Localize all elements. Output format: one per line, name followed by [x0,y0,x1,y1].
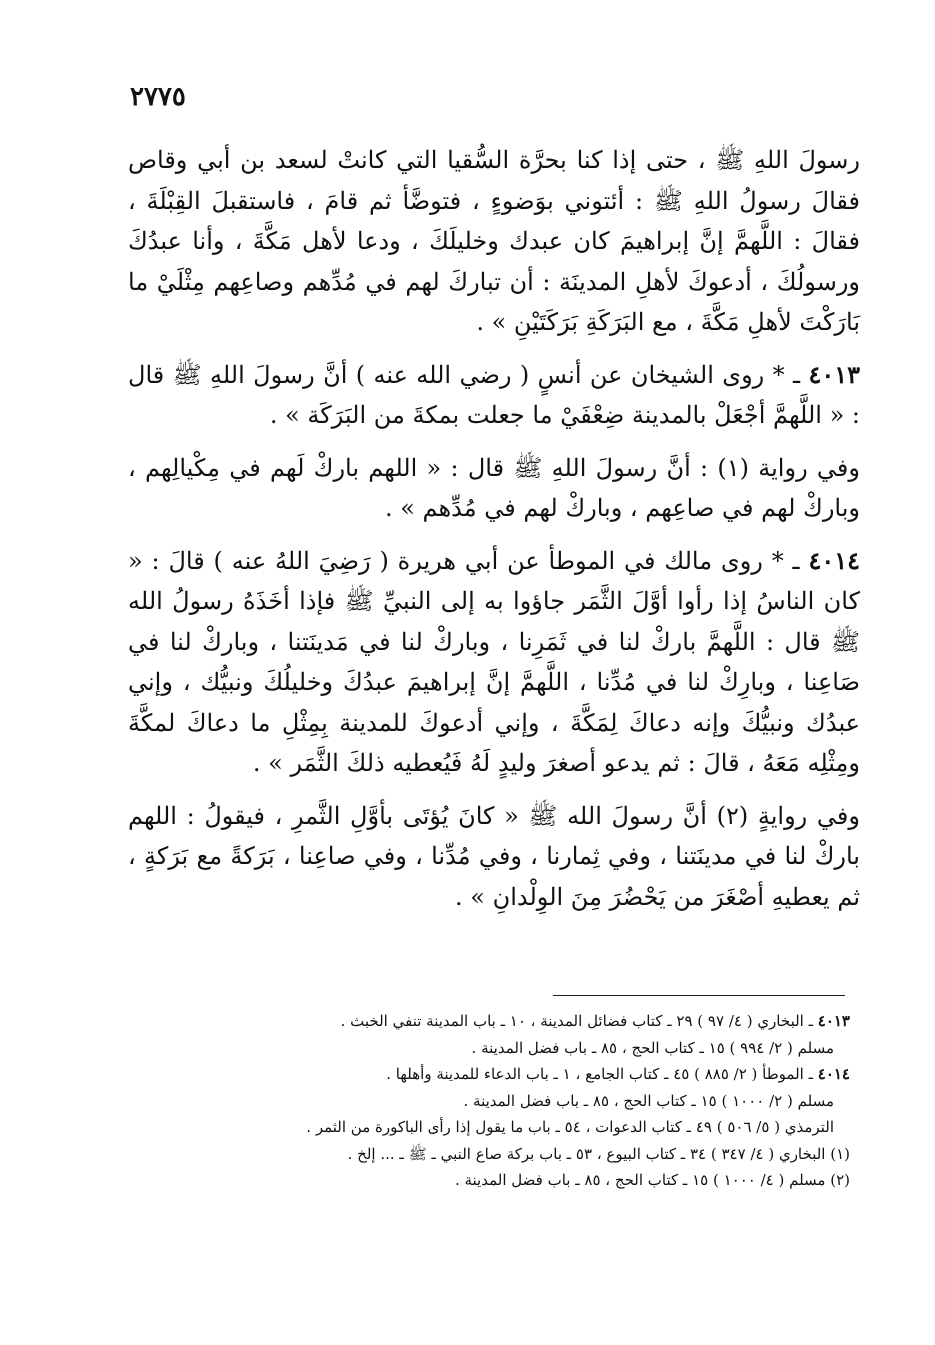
footnote-number: ٤٠١٤ [817,1065,850,1083]
footnote-line: (١) البخاري ( ٤/ ٣٤٧ ) ٣٤ ـ كتاب البيوع ، ٥٣ ـ باب بركة صاع النبي ـ ﷺ ـ ... إلخ . [347,1144,850,1163]
riwaya-2: وفي روايةٍ (٢) أنَّ رسولَ الله ﷺ « كانَ يُؤتَى بأوَّلِ الثَّمرِ ، فيقولُ : اللهم باركْ لنا في مدينَتنا ، وفي ثِمارنا ، وفي مُدِّنا ، وفي صاعِنا ، بَرَكةً مع بَرَكةٍ ، ثم يعطيهِ أصْغَرَ من يَحْضُرَ مِنَ الوِلْدانِ » . [128,801,860,911]
footnote-line: الترمذي ( ٥/ ٥٠٦ ) ٤٩ ـ كتاب الدعوات ، ٥٤ ـ باب ما يقول إذا رأى الباكورة من الثمر . [306,1118,834,1136]
hadith-4014 [128,541,860,784]
footnote-line: مسلم ( ٢/ ٩٩٤ ) ١٥ ـ كتاب الحج ، ٨٥ ـ باب فضل المدينة . [471,1038,834,1057]
footnote-line: مسلم ( ٢/ ١٠٠٠ ) ١٥ ـ كتاب الحج ، ٨٥ ـ باب فضل المدينة . [463,1091,834,1110]
footnotes [220,1008,850,1194]
page-number: ٢٧٧٥ [130,82,186,112]
hadith-text: ـ * روى مالك في الموطأ عن أبي هريرة ( رَضِيَ اللهُ عنه ) قالَ : « كان الناسُ إذا رأوا أوَّلَ الثَّمَر جاؤوا به إلى النبيِّ ﷺ فإذا أخَذَهُ رسولُ الله ﷺ قال : اللَّهمَّ باركْ لنا في ثَمَرِنا ، وباركْ لنا في مَدينَتنا ، وباركْ لنا في صَاعِنا ، وبارِكْ لنا في مُدِّنا ، اللَّهمَّ إنَّ إبراهيمَ عبدُكَ وخليلُكَ ونبيُّك ، وإني عبدُك ونبيُّكَ وإنه دعاكَ لِمَكَّةَ ، وإني أدعوكَ للمدينة بِمِثْلِ ما دعاكَ لمكَّةَ ومِثْلِه مَعَهُ ، قالَ : ثم يدعو أصغرَ وليدٍ لَهُ فَيُعطيه ذلكَ الثَّمَر » . [128,546,860,777]
hadith-number: ٤٠١٣ [808,359,860,389]
footnote-line: (٢) مسلم ( ٤/ ١٠٠٠ ) ١٥ ـ كتاب الحج ، ٨٥ ـ باب فضل المدينة . [454,1171,850,1189]
footnote-text: ـ الموطأ ( ٢/ ٨٨٥ ) ٤٥ ـ كتاب الجامع ، ١ ـ باب الدعاء للمدينة وأهلها . [386,1065,818,1083]
riwaya-1: وفي رواية (١) : أنَّ رسولَ اللهِ ﷺ قال : « اللهم باركْ لَهم في مِكْيالِهم ، وباركْ لهم في صاعِهم ، وباركْ لهم في مُدِّهم » . [128,453,860,522]
footnote-line [220,1008,850,1035]
footnote-divider [553,995,845,996]
hadith-number: ٤٠١٤ [808,545,860,575]
main-text [128,140,860,929]
footnote-number: ٤٠١٣ [817,1012,850,1030]
paragraph-continuation: رسولَ اللهِ ﷺ ، حتى إذا كنا بحرَّة السُّقيا التي كانتْ لسعد بن أبي وقاص فقالَ رسولُ اللهِ ﷺ : أئتوني بوَضوءٍ ، فتوضَّأ ثم قامَ ، فاستقبلَ القِبْلَةَ ، فقالَ : اللَّهمَّ إنَّ إبراهيمَ كان عبدك وخليلَكَ ، ودعا لأهل مَكَّةَ ، وأنا عبدُكَ ورسولُكَ ، أدعوكَ لأهلِ المدينَة : أن تباركَ لهم في مُدِّهم وصاعِهم مِثْلَيْ ما بَارَكْتَ لأهلِ مَكَّةَ ، مع البَرَكَةِ بَرَكَتَيْنِ » . [128,146,860,336]
footnote-text: ـ البخاري ( ٤/ ٩٧ ) ٢٩ ـ كتاب فضائل المدينة ، ١٠ ـ باب المدينة تنفي الخبث . [340,1012,818,1030]
hadith-4013 [128,355,860,436]
footnote-line [220,1061,850,1088]
hadith-text: ـ * روى الشيخان عن أنسٍ ( رضي الله عنه ) أنَّ رسولَ اللهِ ﷺ قال : « اللَّهمَّ أجْعَلْ بالمدينة ضِعْفَيْ ما جعلت بمكةَ من البَرَكَة » . [128,360,860,429]
